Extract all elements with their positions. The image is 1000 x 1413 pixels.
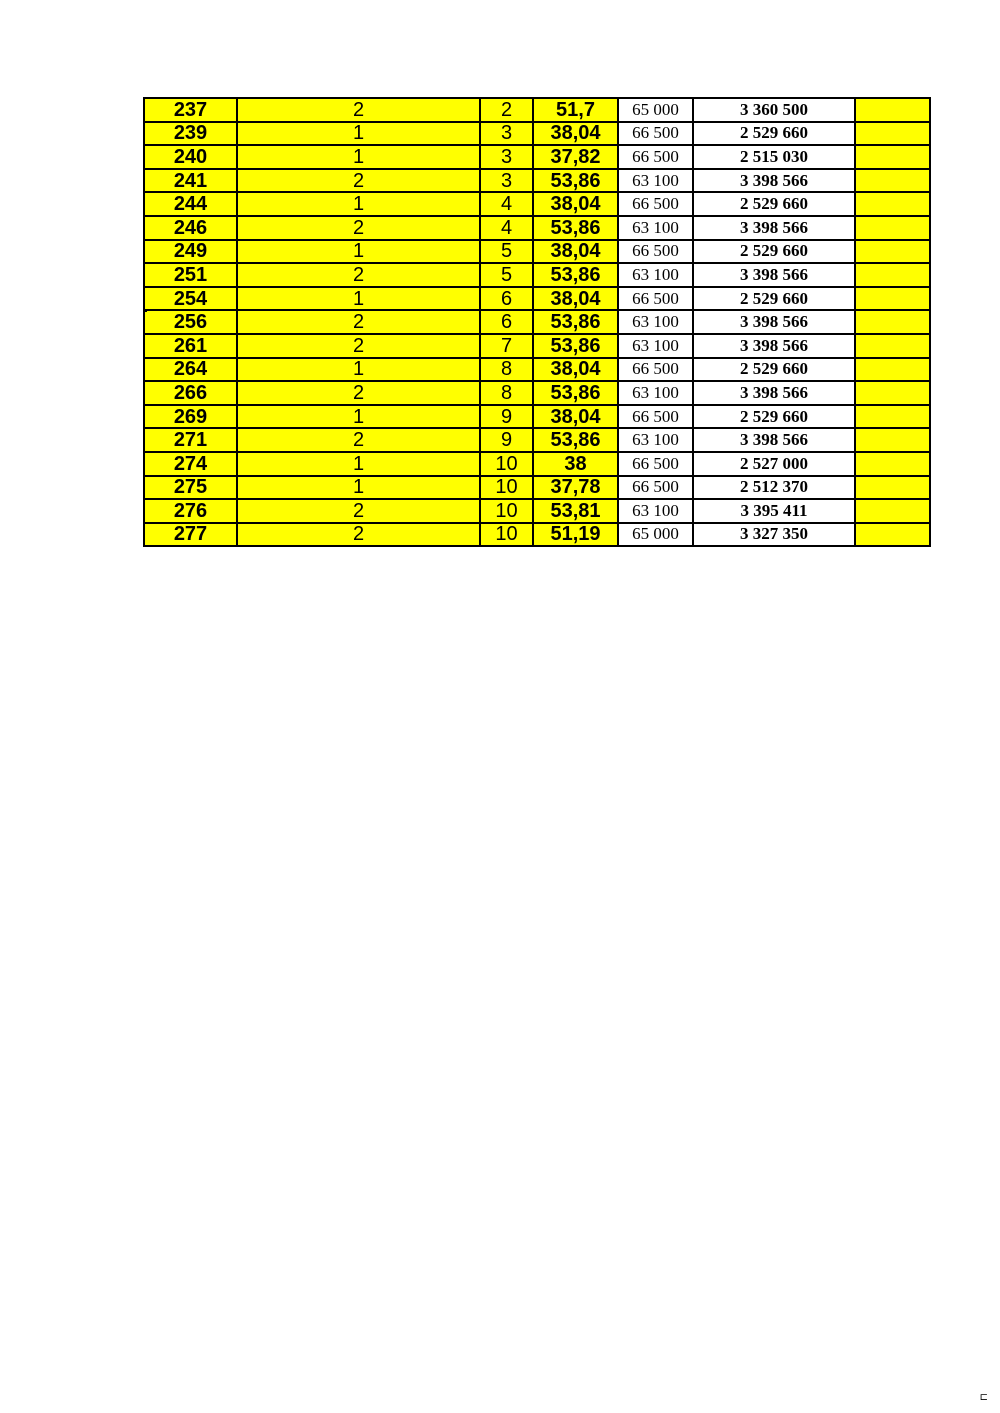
empty-cell — [855, 192, 930, 216]
total-price-cell: 2 512 370 — [693, 476, 855, 500]
area-cell: 53,86 — [533, 216, 618, 240]
apartment-number-cell: 240 — [144, 145, 237, 169]
price-per-m2-cell: 63 100 — [618, 428, 693, 452]
price-per-m2-cell: 63 100 — [618, 310, 693, 334]
price-per-m2-cell: 66 500 — [618, 452, 693, 476]
total-price-cell: 3 398 566 — [693, 381, 855, 405]
apartment-number-cell: 269 — [144, 405, 237, 429]
area-cell: 53,86 — [533, 169, 618, 193]
stray-dot — [145, 310, 147, 312]
price-per-m2-cell: 63 100 — [618, 263, 693, 287]
total-price-cell: 3 398 566 — [693, 263, 855, 287]
empty-cell — [855, 499, 930, 523]
total-price-cell: 2 529 660 — [693, 405, 855, 429]
price-per-m2-cell: 63 100 — [618, 334, 693, 358]
table-row — [144, 216, 930, 240]
apartment-price-table — [143, 97, 931, 547]
total-price-cell: 3 398 566 — [693, 169, 855, 193]
rooms-cell: 2 — [237, 98, 480, 122]
area-cell: 38,04 — [533, 192, 618, 216]
rooms-cell: 1 — [237, 287, 480, 311]
table-row — [144, 428, 930, 452]
price-per-m2-cell: 66 500 — [618, 476, 693, 500]
total-price-cell: 2 529 660 — [693, 287, 855, 311]
area-cell: 38,04 — [533, 240, 618, 264]
total-price-cell: 2 529 660 — [693, 358, 855, 382]
price-per-m2-cell: 66 500 — [618, 122, 693, 146]
apartment-number-cell: 239 — [144, 122, 237, 146]
floor-cell: 6 — [480, 310, 533, 334]
rooms-cell: 2 — [237, 263, 480, 287]
rooms-cell: 2 — [237, 169, 480, 193]
floor-cell: 7 — [480, 334, 533, 358]
empty-cell — [855, 263, 930, 287]
apartment-number-cell: 246 — [144, 216, 237, 240]
rooms-cell: 2 — [237, 381, 480, 405]
area-cell: 53,86 — [533, 381, 618, 405]
price-per-m2-cell: 63 100 — [618, 169, 693, 193]
total-price-cell: 3 395 411 — [693, 499, 855, 523]
rooms-cell: 2 — [237, 428, 480, 452]
empty-cell — [855, 98, 930, 122]
table-row — [144, 145, 930, 169]
table-body — [144, 98, 930, 546]
rooms-cell: 2 — [237, 334, 480, 358]
table-row — [144, 405, 930, 429]
floor-cell: 8 — [480, 358, 533, 382]
rooms-cell: 1 — [237, 452, 480, 476]
price-per-m2-cell: 63 100 — [618, 499, 693, 523]
price-per-m2-cell: 65 000 — [618, 98, 693, 122]
table-row — [144, 523, 930, 547]
floor-cell: 6 — [480, 287, 533, 311]
empty-cell — [855, 216, 930, 240]
apartment-number-cell: 244 — [144, 192, 237, 216]
empty-cell — [855, 169, 930, 193]
rooms-cell: 1 — [237, 122, 480, 146]
table-row — [144, 310, 930, 334]
floor-cell: 10 — [480, 523, 533, 547]
area-cell: 38,04 — [533, 405, 618, 429]
area-cell: 37,78 — [533, 476, 618, 500]
floor-cell: 10 — [480, 452, 533, 476]
floor-cell: 10 — [480, 499, 533, 523]
area-cell: 53,81 — [533, 499, 618, 523]
total-price-cell: 3 398 566 — [693, 310, 855, 334]
area-cell: 38,04 — [533, 122, 618, 146]
total-price-cell: 3 398 566 — [693, 216, 855, 240]
price-per-m2-cell: 66 500 — [618, 358, 693, 382]
total-price-cell: 3 360 500 — [693, 98, 855, 122]
area-cell: 38 — [533, 452, 618, 476]
apartment-number-cell: 254 — [144, 287, 237, 311]
table-row — [144, 98, 930, 122]
apartment-number-cell: 277 — [144, 523, 237, 547]
table-row — [144, 240, 930, 264]
price-per-m2-cell: 66 500 — [618, 192, 693, 216]
apartment-number-cell: 274 — [144, 452, 237, 476]
apartment-number-cell: 251 — [144, 263, 237, 287]
rooms-cell: 2 — [237, 216, 480, 240]
empty-cell — [855, 334, 930, 358]
apartment-number-cell: 276 — [144, 499, 237, 523]
apartment-number-cell: 249 — [144, 240, 237, 264]
floor-cell: 5 — [480, 263, 533, 287]
total-price-cell: 2 515 030 — [693, 145, 855, 169]
floor-cell: 2 — [480, 98, 533, 122]
total-price-cell: 2 529 660 — [693, 192, 855, 216]
area-cell: 53,86 — [533, 334, 618, 358]
price-per-m2-cell: 63 100 — [618, 381, 693, 405]
apartment-number-cell: 241 — [144, 169, 237, 193]
empty-cell — [855, 240, 930, 264]
empty-cell — [855, 428, 930, 452]
table-row — [144, 381, 930, 405]
total-price-cell: 2 527 000 — [693, 452, 855, 476]
table-row — [144, 476, 930, 500]
floor-cell: 3 — [480, 169, 533, 193]
empty-cell — [855, 523, 930, 547]
empty-cell — [855, 405, 930, 429]
rooms-cell: 1 — [237, 240, 480, 264]
empty-cell — [855, 310, 930, 334]
price-per-m2-cell: 66 500 — [618, 145, 693, 169]
rooms-cell: 2 — [237, 523, 480, 547]
table-row — [144, 192, 930, 216]
rooms-cell: 1 — [237, 476, 480, 500]
apartment-number-cell: 275 — [144, 476, 237, 500]
apartment-number-cell: 261 — [144, 334, 237, 358]
rooms-cell: 1 — [237, 405, 480, 429]
rooms-cell: 2 — [237, 310, 480, 334]
floor-cell: 4 — [480, 216, 533, 240]
table-row — [144, 499, 930, 523]
total-price-cell: 2 529 660 — [693, 240, 855, 264]
empty-cell — [855, 145, 930, 169]
apartment-number-cell: 271 — [144, 428, 237, 452]
empty-cell — [855, 452, 930, 476]
floor-cell: 9 — [480, 428, 533, 452]
apartment-number-cell: 266 — [144, 381, 237, 405]
rooms-cell: 1 — [237, 145, 480, 169]
table-row — [144, 452, 930, 476]
apartment-number-cell: 237 — [144, 98, 237, 122]
rooms-cell: 1 — [237, 358, 480, 382]
area-cell: 53,86 — [533, 310, 618, 334]
total-price-cell: 3 398 566 — [693, 334, 855, 358]
rooms-cell: 1 — [237, 192, 480, 216]
area-cell: 38,04 — [533, 287, 618, 311]
apartment-number-cell: 264 — [144, 358, 237, 382]
price-per-m2-cell: 66 500 — [618, 240, 693, 264]
price-per-m2-cell: 66 500 — [618, 287, 693, 311]
floor-cell: 8 — [480, 381, 533, 405]
empty-cell — [855, 381, 930, 405]
price-per-m2-cell: 66 500 — [618, 405, 693, 429]
floor-cell: 10 — [480, 476, 533, 500]
area-cell: 38,04 — [533, 358, 618, 382]
floor-cell: 9 — [480, 405, 533, 429]
area-cell: 37,82 — [533, 145, 618, 169]
empty-cell — [855, 476, 930, 500]
empty-cell — [855, 358, 930, 382]
total-price-cell: 2 529 660 — [693, 122, 855, 146]
floor-cell: 5 — [480, 240, 533, 264]
table-row — [144, 358, 930, 382]
table-row — [144, 263, 930, 287]
total-price-cell: 3 327 350 — [693, 523, 855, 547]
total-price-cell: 3 398 566 — [693, 428, 855, 452]
floor-cell: 3 — [480, 122, 533, 146]
floor-cell: 3 — [480, 145, 533, 169]
area-cell: 53,86 — [533, 428, 618, 452]
table-row — [144, 287, 930, 311]
table-row — [144, 334, 930, 358]
table-row — [144, 122, 930, 146]
price-per-m2-cell: 65 000 — [618, 523, 693, 547]
floor-cell: 4 — [480, 192, 533, 216]
area-cell: 51,19 — [533, 523, 618, 547]
empty-cell — [855, 287, 930, 311]
apartment-number-cell: 256 — [144, 310, 237, 334]
price-per-m2-cell: 63 100 — [618, 216, 693, 240]
area-cell: 53,86 — [533, 263, 618, 287]
rooms-cell: 2 — [237, 499, 480, 523]
area-cell: 51,7 — [533, 98, 618, 122]
empty-cell — [855, 122, 930, 146]
page-corner-icon: ⊏ — [979, 1392, 988, 1403]
table-row — [144, 169, 930, 193]
